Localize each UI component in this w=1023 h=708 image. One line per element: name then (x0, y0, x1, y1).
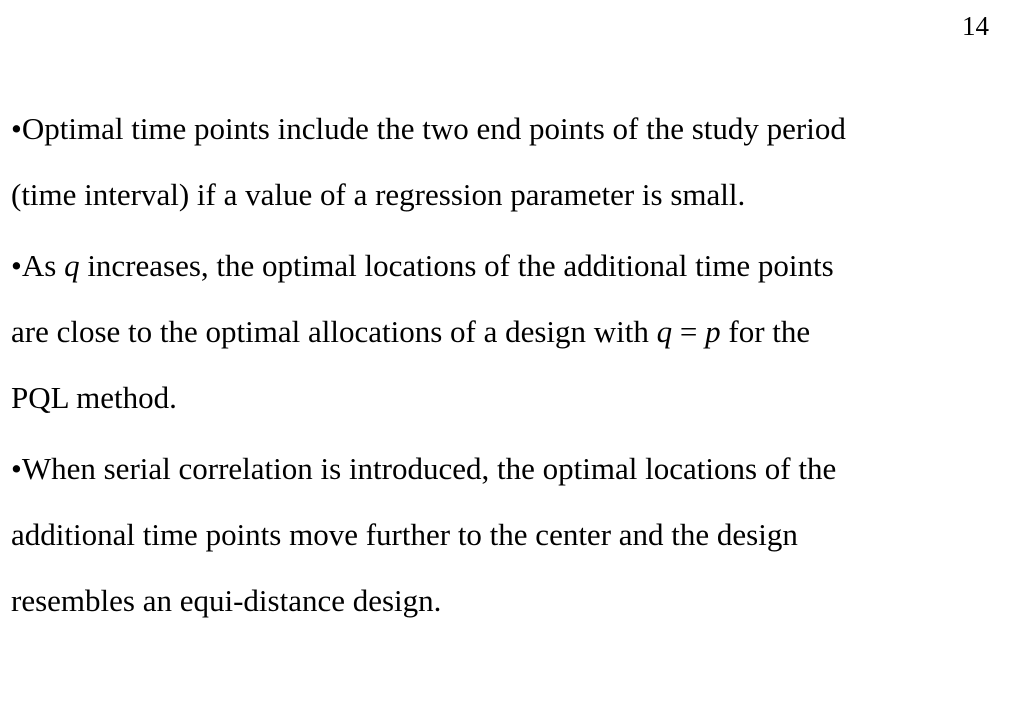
text-run: •As (11, 248, 65, 283)
text-run: PQL method. (11, 380, 177, 415)
bullet-line (11, 568, 1011, 634)
bullet-line (11, 436, 1011, 502)
bullet-list (11, 96, 1011, 639)
bullet-line (11, 502, 1011, 568)
math-variable-q: q (64, 248, 80, 283)
text-run: (time interval) if a value of a regression parameter is small. (11, 177, 746, 212)
bullet-optimal-end-points (11, 96, 1011, 228)
bullet-q-increases (11, 233, 1011, 431)
text-run: for the (720, 314, 811, 349)
text-run: additional time points move further to the center and the design (11, 517, 798, 552)
page-number: 14 (962, 11, 989, 41)
bullet-serial-correlation (11, 436, 1011, 634)
bullet-line (11, 162, 1011, 228)
math-variable-p: p (705, 314, 721, 349)
text-run: •When serial correlation is introduced, the optimal locations of the (11, 451, 837, 486)
bullet-line (11, 299, 1011, 365)
text-run: increases, the optimal locations of the additional time points (79, 248, 834, 283)
bullet-line (11, 365, 1011, 431)
bullet-line (11, 96, 1011, 162)
text-run: •Optimal time points include the two end points of the study period (11, 111, 846, 146)
text-run: are close to the optimal allocations of a design with (11, 314, 657, 349)
text-run: resembles an equi-distance design. (11, 583, 442, 618)
math-variable-q: q (656, 314, 673, 349)
bullet-line (11, 233, 1011, 299)
text-run: = (672, 314, 706, 349)
